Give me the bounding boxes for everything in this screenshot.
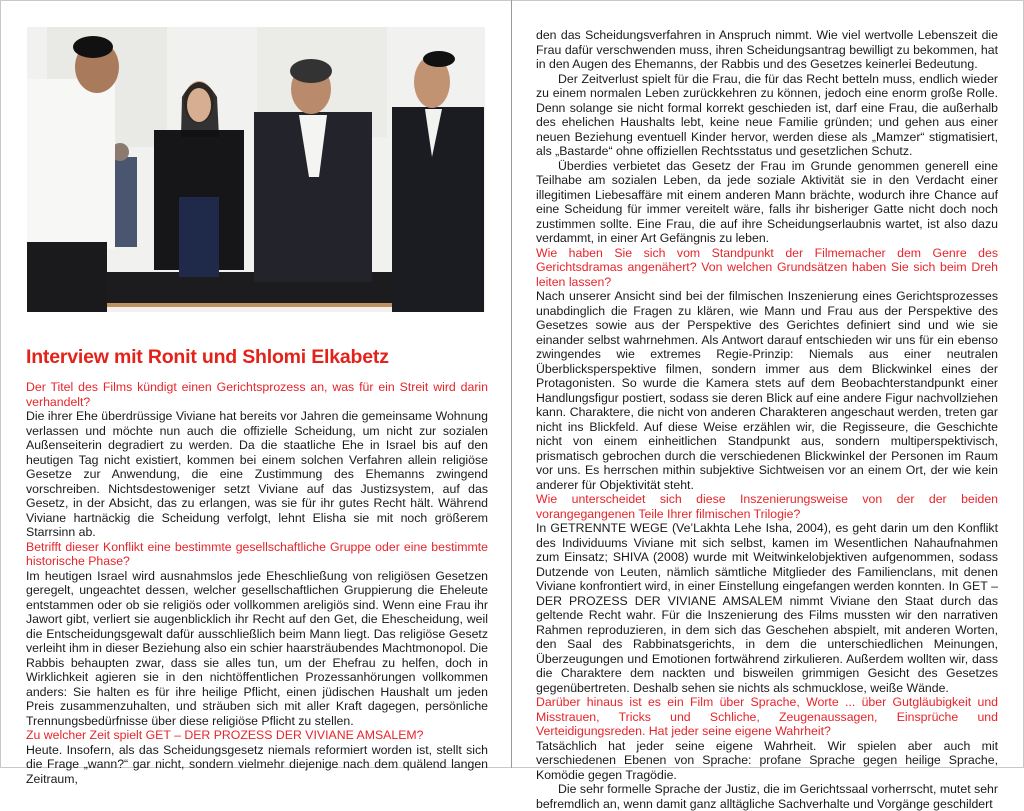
interview-answer: In GETRENNTE WEGE (Ve’Lakhta Lehe Isha, 2004), es geht darin um den Konflikt des Individuums Viviane mit sich selbst, kamen im Wesentlichen Nahaufnahmen zum Einsatz; SHIVA (2008) wurde mit Weitwinkelobjektiven aufgenommen, sodass Dutzende von Leuten, nämlich sämtliche Mitglieder des Familienclans, mit denen Viviane konfrontiert wird, in einer Einstellung eingefangen werden konnten. In GET – DER PROZESS DER VIVIANE AMSALEM nimmt Viviane den Staat durch das geltende Recht wahr. Für die Inszenierung des Films mussten wir den narrativen Rahmen reproduzieren, in dem sich das Geschehen abspielt, mit anderen Worten, den Saal des Rabbinatsgerichts, in dem die unterschiedlichen Meinungen, Überzeugungen und Emotionen fortwährend zirkulieren. Außerdem wollten wir, dass die Charaktere dem nackten und bisweilen grimmigen Gesicht des Gesetzes gegenübertreten. Deshalb sehen sie nichts als schmucklose, weiße Wände.: [536, 521, 998, 695]
left-column-text: [26, 380, 488, 786]
interview-question: Wie unterscheidet sich diese Inszenierungsweise von der der beiden vorangegangenen Teile Ihrer filmischen Trilogie?: [536, 492, 998, 521]
photo-image-icon: [27, 27, 485, 312]
interview-answer-paragraph: Die sehr formelle Sprache der Justiz, die im Gerichtssaal vorherrscht, mutet sehr befremdlich an, wenn damit ganz alltägliche Sachverhalte und Vorgänge geschildert: [536, 782, 998, 811]
interview-question: Zu welcher Zeit spielt GET – DER PROZESS DER VIVIANE AMSALEM?: [26, 728, 424, 742]
interview-title: Interview mit Ronit und Shlomi Elkabetz: [26, 346, 389, 369]
interview-answer: Die ihrer Ehe überdrüssige Viviane hat bereits vor Jahren die gemeinsame Wohnung verlassen und möchte nun auch die offizielle Scheidung, um nicht zur sozialen Außenseiterin degradiert zu werden. Da die staatliche Ehe in Israel bis auf den heutigen Tag nicht existiert, kommen bei einem solchen Verfahren allein religiöse Gesetze zur Anwendung, die eine Zustimmung des Ehemanns zwingend vorschreiben. Nichtsdestoweniger setzt Viviane auf das Justizsystem, auf das Gesetz, in der Absicht, das zu erlangen, was sie für ihr gutes Recht hält. Während Viviane hartnäckig die Scheidung verfolgt, lehnt Elisha sie mit noch größerem Starrsinn ab.: [26, 409, 488, 539]
interview-answer: den das Scheidungsverfahren in Anspruch nimmt. Wie viel wertvolle Lebenszeit die Frau dafür verschwenden muss, ihren Scheidungsantrag bewilligt zu bekommen, hat in den Augen des Ehemanns, der Rabbis und des Gesetzes keinerlei Bedeutung.: [536, 28, 998, 71]
interview-answer: Tatsächlich hat jeder seine eigene Wahrheit. Wir spielen aber auch mit verschiedenen Ebenen von Sprache: profane Sprache gegen heilige Sprache, Komödie gegen Tragödie.: [536, 738, 998, 782]
interview-answer-paragraph: Der Zeitverlust spielt für die Frau, die für das Recht betteln muss, endlich wieder zu einem normalen Leben zurückkehren zu können, jedoch eine enorm große Rolle. Denn solange sie nicht formal korrekt geschieden ist, darf eine Frau, die außerhalb des ehelichen Haushalts lebt, keine neue Familie gründen; und gehen aus einer neuen Beziehung eventuell Kinder hervor, werden diese als „Mamzer“ stigmatisiert, als „Bastarde“ ohne offiziellen Rechtsstatus und gesetzlichen Schutz.: [536, 71, 998, 158]
interview-answer: Heute. Insofern, als das Scheidungsgesetz niemals reformiert worden ist, stellt sich die Frage „wann?“ gar nicht, sondern vielmehr diejenige nach dem quälend langen Zeitraum,: [26, 742, 488, 786]
interview-question: Darüber hinaus ist es ein Film über Sprache, Worte ... über Gutgläubigkeit und Misstrauen, Tricks und Schliche, Zeugenaussagen, Einsprüche und Verteidigungsreden. Hat jeder seine eigene Wahrheit?: [536, 695, 998, 738]
film-still-photo: [27, 27, 485, 312]
interview-question: Betrifft dieser Konflikt eine bestimmte gesellschaftliche Gruppe oder eine bestimmte historische Phase?: [26, 539, 488, 568]
interview-answer-paragraph: Überdies verbietet das Gesetz der Frau im Grunde genommen generell eine Teilhabe am sozialen Leben, da jede soziale Aktivität sie in den Verdacht einer illegitimen Liebesaffäre mit einem anderen Mann brächte, wodurch ihre Chance auf eine Scheidung für immer vereitelt wäre, falls ihr bisheriger Gatte nicht doch noch zustimmen sollte. Eine Frau, die auf ihre Scheidungserlaubnis wartet, ist also dazu verdammt, in einer Art Gefängnis zu leben.: [536, 158, 998, 245]
page-spine-divider: [511, 0, 512, 768]
interview-answer: Im heutigen Israel wird ausnahmslos jede Eheschließung von religiösen Gesetzen geregelt, ungeachtet dessen, welcher gesellschaftlichen Gruppierung die Eheleute entstammen oder ob sie religiös oder vollkommen areligiös sind. Wenn eine Frau ihr Jawort gibt, verliert sie augenblicklich ihr Recht auf den Get, die Ehescheidung, weil die Entscheidungsgewalt dafür ausschließlich beim Mann liegt. Das religiöse Gesetz verleiht ihm in dieser Beziehung also ein schier haarsträubendes Machtmonopol. Die Rabbis behaupten zwar, dass sie alles tun, um der Ehefrau zu helfen, doch in Wirklichkeit agieren sie in den nichtöffentlichen Prozessanhörungen vollkommen anders: Sie halten es für ihre heilige Pflicht, einen jüdischen Haushalt um jeden Preis zusammenzuhalten, und sträuben sich mit aller Kraft dagegen, persönliche Trennungsbedürfnisse über diese religiöse Pflicht zu stellen.: [26, 568, 488, 728]
interview-answer: Nach unserer Ansicht sind bei der filmischen Inszenierung eines Gerichtsprozesses unabdinglich die Fragen zu klären, wie Mann und Frau aus der Perspektive des Gesetzes sowie aus der Perspektive des Gerichtes definiert sind und wie sie einander selbst wahrnehmen. Als Antwort darauf entschieden wir uns für ein ebenso zwingendes wie extremes Regie-Prinzip: Niemals aus einer neutralen Überblicksperspektive filmen, sondern immer aus dem Blickwinkel eines der Protagonisten. So wurde die Kamera stets auf dem Beobachterstandpunkt einer Handlungsfigur postiert, sodass sie deren Blick auf eine andere Figur nachvollziehen kann. Charaktere, die nicht von anderen Charakteren angeschaut werden, treten gar nicht ins Blickfeld. Auf diese Weise erzählen wir, die Regisseure, die Geschichte nicht von einem einheitlichen Standpunkt aus, sondern multiperspektivisch, prismatisch gebrochen durch die verschiedenen Blickwinkel der Personen im Raum vor uns. Es herrschen mithin subjektive Sichtweisen vor an einem Ort, der wie kein anderer für Objektivität steht.: [536, 289, 998, 492]
right-column-text: [536, 28, 998, 811]
interview-question: Wie haben Sie sich vom Standpunkt der Filmemacher dem Genre des Gerichtsdramas angenähert? Von welchen Grundsätzen haben Sie sich beim Dreh leiten lassen?: [536, 245, 998, 289]
left-page: [26, 0, 488, 786]
right-page: [536, 0, 998, 811]
interview-question: Der Titel des Films kündigt einen Gerichtsprozess an, was für ein Streit wird darin verhandelt?: [26, 380, 488, 409]
